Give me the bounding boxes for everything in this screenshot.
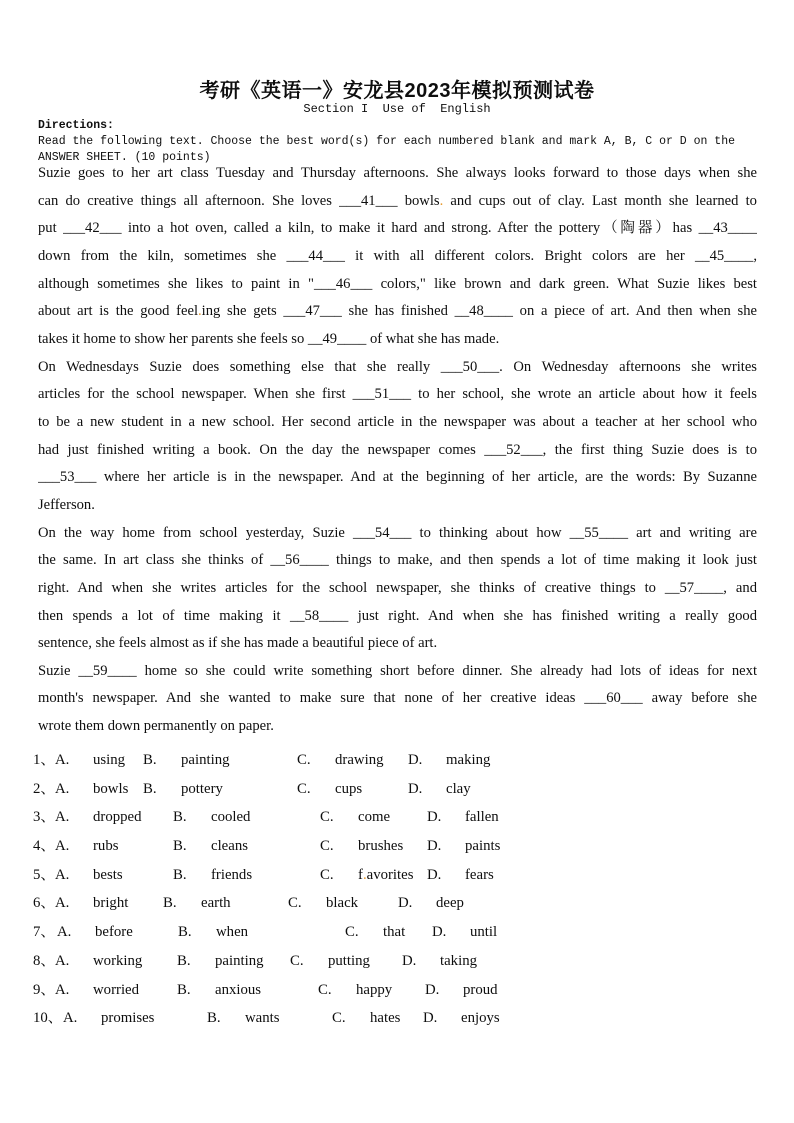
option-a: A. working bbox=[55, 953, 142, 969]
passage-line: On the way home from school yesterday, Suzie ___54___ to thinking about how __55____ art and writing are bbox=[38, 524, 757, 541]
option-a: A. promises bbox=[63, 1010, 154, 1026]
passage-line: ___53___ where her article is in the newspaper. And at the beginning of her article, are the words: By Suzanne bbox=[38, 469, 757, 486]
question-list bbox=[33, 746, 759, 1033]
passage-line: about art is the good feel.ing she gets ___47___ she has finished __48____ on a piece of art. And then when she bbox=[38, 303, 757, 320]
option-d: D. clay bbox=[408, 775, 471, 804]
option-letter: C. bbox=[290, 952, 304, 969]
stray-mark: . bbox=[198, 303, 202, 320]
passage-line: although sometimes she likes to paint in "___46___ colors," like brown and dark green. What Suzie likes best bbox=[38, 275, 757, 292]
option-letter: D. bbox=[427, 838, 442, 855]
option-letter: B. bbox=[173, 838, 187, 855]
option-a: A. bowls bbox=[55, 781, 128, 797]
option-a: A. before bbox=[57, 924, 133, 940]
section-heading: Section I Use of English bbox=[303, 102, 491, 116]
option-d: D. fears bbox=[427, 861, 494, 890]
option-d: D. paints bbox=[427, 832, 500, 861]
exam-title: 考研《英语一》安龙县2023年模拟预测试卷 bbox=[199, 80, 595, 102]
option-letter: B. bbox=[173, 809, 187, 826]
option-letter: C. bbox=[320, 809, 334, 826]
option-c: C. come bbox=[320, 803, 390, 832]
directions-line: ANSWER SHEET. (10 points) bbox=[38, 151, 211, 164]
option-c: C. black bbox=[288, 889, 358, 918]
option-c: C. drawing bbox=[297, 746, 384, 775]
option-letter: A. bbox=[57, 924, 72, 941]
option-letter: B. bbox=[177, 981, 191, 998]
question-row bbox=[33, 775, 759, 804]
option-letter: C. bbox=[332, 1010, 346, 1027]
option-letter: D. bbox=[408, 752, 423, 768]
question-row bbox=[33, 889, 759, 918]
question-number: 5、 bbox=[33, 866, 56, 883]
question-row bbox=[33, 947, 759, 976]
option-letter: D. bbox=[402, 952, 417, 969]
option-b: B. when bbox=[178, 918, 248, 947]
passage-line: right. And when she writes articles for the school newspaper, she thinks of creative things to __57____, and bbox=[38, 579, 757, 596]
option-b: B. painting bbox=[143, 746, 230, 775]
option-d: D. fallen bbox=[427, 803, 499, 832]
passage-line: can do creative things all afternoon. She loves ___41___ bowls. and cups out of clay. Last month she learned to bbox=[38, 192, 757, 209]
option-d: D. proud bbox=[425, 976, 498, 1005]
passage-line: articles for the school newspaper. When she first ___51___ to her school, she wrote an article about how it feels bbox=[38, 386, 757, 403]
option-d: D. making bbox=[408, 746, 490, 775]
option-c: C. brushes bbox=[320, 832, 403, 861]
option-a: A. bests bbox=[55, 867, 123, 883]
option-letter: A. bbox=[55, 952, 70, 969]
option-a: A. worried bbox=[55, 982, 139, 998]
option-letter: B. bbox=[207, 1010, 221, 1027]
passage-line: month's newspaper. And she wanted to make sure that none of her creative ideas ___60___ away before she bbox=[38, 690, 757, 707]
passage-line: the same. In art class she thinks of __56____ things to make, and then spends a lot of time making it look just bbox=[38, 552, 757, 569]
question-row bbox=[33, 861, 759, 890]
option-d: D. deep bbox=[398, 889, 464, 918]
passage-line: put ___42___ into a hot oven, called a kiln, to make it hard and strong. After the pottery（陶器）has __43____ bbox=[38, 220, 757, 237]
option-b: B. friends bbox=[173, 861, 252, 890]
option-letter: C. bbox=[288, 895, 302, 912]
directions-line: Read the following text. Choose the best word(s) for each numbered blank and mark A, B, C or D on the bbox=[38, 135, 736, 148]
option-letter: B. bbox=[143, 780, 157, 797]
option-b: B. anxious bbox=[177, 976, 261, 1005]
option-letter: A. bbox=[63, 1010, 78, 1027]
option-letter: A. bbox=[55, 981, 70, 998]
question-row bbox=[33, 1004, 759, 1033]
option-c: C. f.avorites bbox=[320, 861, 413, 890]
option-letter: D. bbox=[432, 924, 447, 941]
option-letter: B. bbox=[173, 866, 187, 883]
question-number: 3、 bbox=[33, 809, 56, 826]
option-b: B. cleans bbox=[173, 832, 248, 861]
question-number: 8、 bbox=[33, 952, 56, 969]
passage-line: takes it home to show her parents she feels so __49____ of what she has made. bbox=[38, 330, 500, 347]
option-letter: B. bbox=[177, 952, 191, 969]
option-d: D. enjoys bbox=[423, 1004, 500, 1033]
option-d: D. taking bbox=[402, 947, 477, 976]
option-letter: D. bbox=[427, 866, 442, 883]
option-letter: A. bbox=[55, 809, 70, 826]
passage-line: Suzie goes to her art class Tuesday and Thursday afternoons. She always looks forward to those days when she bbox=[38, 165, 757, 181]
option-a: A. dropped bbox=[55, 809, 142, 825]
option-letter: D. bbox=[398, 895, 413, 912]
option-letter: C. bbox=[320, 838, 334, 855]
option-letter: A. bbox=[55, 895, 70, 912]
question-row bbox=[33, 832, 759, 861]
option-c: C. that bbox=[345, 918, 405, 947]
stray-mark: . bbox=[362, 866, 367, 883]
passage-line: had just finished writing a book. On the day the newspaper comes ___52___, the first thing Suzie does is to bbox=[38, 441, 757, 458]
passage-line: Suzie __59____ home so she could write something short before dinner. She already had lots of ideas for next bbox=[38, 662, 757, 679]
passage-line: On Wednesdays Suzie does something else that she really ___50___. On Wednesday afternoons she writes bbox=[38, 358, 757, 375]
question-number: 9、 bbox=[33, 981, 56, 998]
option-letter: C. bbox=[320, 866, 334, 883]
option-letter: B. bbox=[163, 895, 177, 912]
question-number: 10、 bbox=[33, 1010, 63, 1027]
passage-line: down from the kiln, sometimes she ___44___ it with all different colors. Bright colors are her __45____, bbox=[38, 247, 757, 264]
option-letter: D. bbox=[425, 981, 440, 998]
option-letter: A. bbox=[55, 780, 70, 797]
question-row bbox=[33, 803, 759, 832]
option-c: C. putting bbox=[290, 947, 370, 976]
option-b: B. pottery bbox=[143, 775, 223, 804]
option-c: C. happy bbox=[318, 976, 392, 1005]
question-number: 4、 bbox=[33, 838, 56, 855]
option-letter: B. bbox=[143, 752, 157, 768]
option-letter: C. bbox=[318, 981, 332, 998]
passage-line: Jefferson. bbox=[38, 496, 95, 513]
option-letter: D. bbox=[408, 780, 423, 797]
option-d: D. until bbox=[432, 918, 497, 947]
option-a: A. bright bbox=[55, 895, 128, 911]
option-a: A. using bbox=[55, 752, 125, 768]
option-c: C. cups bbox=[297, 775, 362, 804]
passage-line: to be a new student in a new school. Her second article in the newspaper was about a teacher at her school who bbox=[38, 413, 757, 430]
option-letter: A. bbox=[55, 838, 70, 855]
passage-line: sentence, she feels almost as if she has made a beautiful piece of art. bbox=[38, 635, 438, 652]
passage-line: wrote them down permanently on paper. bbox=[38, 718, 274, 735]
question-number: 6、 bbox=[33, 895, 56, 912]
option-b: B. cooled bbox=[173, 803, 250, 832]
option-letter: C. bbox=[345, 924, 359, 941]
option-letter: B. bbox=[178, 924, 192, 941]
cloze-passage bbox=[38, 160, 757, 741]
option-b: B. earth bbox=[163, 889, 231, 918]
question-number: 1、 bbox=[33, 752, 56, 768]
question-number: 2、 bbox=[33, 780, 56, 797]
option-c: C. hates bbox=[332, 1004, 400, 1033]
option-letter: A. bbox=[55, 752, 70, 768]
option-letter: D. bbox=[423, 1010, 438, 1027]
option-b: B. wants bbox=[207, 1004, 280, 1033]
question-row bbox=[33, 746, 759, 775]
question-row bbox=[33, 976, 759, 1005]
stray-mark: . bbox=[439, 192, 444, 209]
option-a: A. rubs bbox=[55, 838, 118, 854]
passage-line: then spends a lot of time making it __58____ just right. And when she has finished writing a really good bbox=[38, 607, 757, 624]
option-letter: A. bbox=[55, 866, 70, 883]
directions-label: Directions: bbox=[38, 119, 114, 132]
question-number: 7、 bbox=[33, 924, 59, 941]
question-row bbox=[33, 918, 759, 947]
option-letter: D. bbox=[427, 809, 442, 826]
option-letter: C. bbox=[297, 780, 311, 797]
option-letter: C. bbox=[297, 752, 311, 768]
option-b: B. painting bbox=[177, 947, 264, 976]
